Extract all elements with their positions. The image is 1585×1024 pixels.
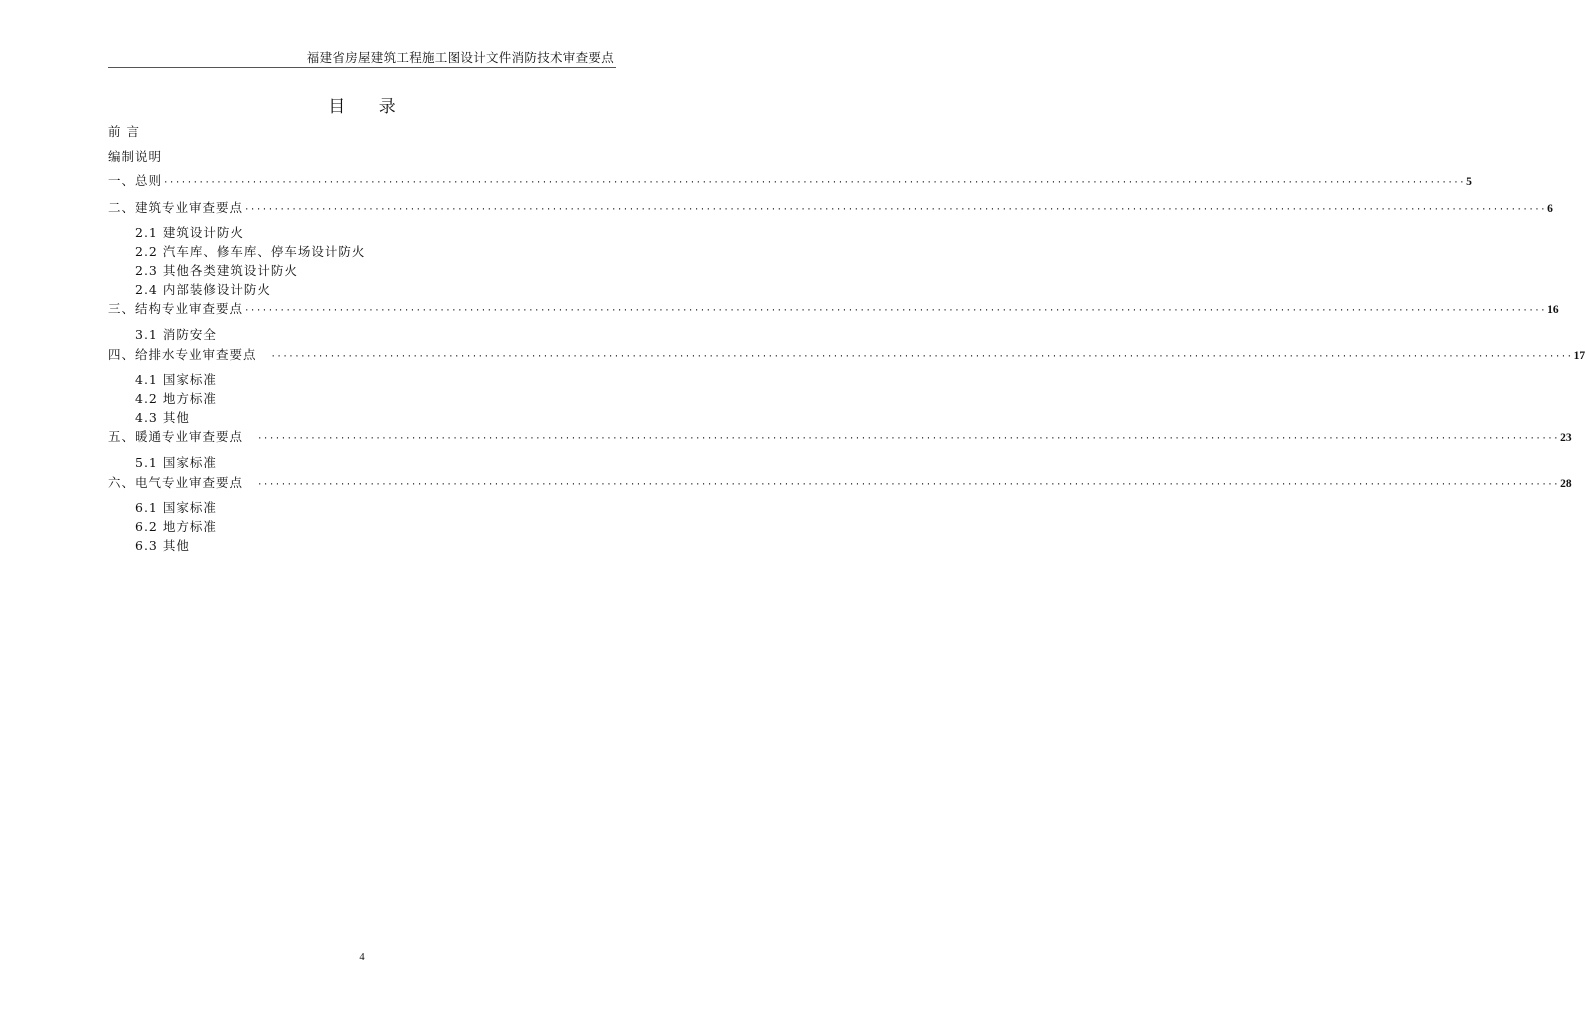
toc-entry-1[interactable] bbox=[108, 172, 1472, 190]
toc-entry-page: 16 bbox=[1547, 304, 1559, 316]
toc-subentry-label: 2.3 其他各类建筑设计防火 bbox=[135, 263, 298, 278]
toc-subentry-label: 2.2 汽车库、修车库、停车场设计防火 bbox=[135, 244, 366, 259]
toc-subentry-label: 2.1 建筑设计防火 bbox=[135, 225, 244, 240]
toc-entry-5[interactable] bbox=[108, 428, 1572, 446]
dot-leader: ···························································································································································································································· bbox=[257, 434, 1560, 444]
toc-subentry[interactable] bbox=[135, 281, 616, 299]
header-rule bbox=[108, 67, 616, 68]
toc-subentry[interactable] bbox=[135, 243, 616, 261]
page-number: 4 bbox=[359, 952, 365, 963]
toc-entry-label: 三、结构专业审查要点 bbox=[108, 301, 244, 316]
toc-subentry-label: 6.1 国家标准 bbox=[135, 500, 217, 515]
dot-leader: ···························································································································································································································· bbox=[244, 306, 1547, 316]
toc-entry-label: 五、暖通专业审查要点 bbox=[108, 429, 244, 444]
toc-subentry[interactable] bbox=[135, 454, 616, 472]
toc-entry-page: 17 bbox=[1573, 350, 1585, 362]
toc-subentry[interactable] bbox=[135, 518, 616, 536]
dot-leader: ···························································································································································································································· bbox=[244, 205, 1547, 215]
toc-subentry[interactable] bbox=[135, 409, 616, 427]
toc-subentry[interactable] bbox=[135, 326, 616, 344]
toc-entry-label: 二、建筑专业审查要点 bbox=[108, 200, 244, 215]
toc-entry-2[interactable] bbox=[108, 199, 1553, 217]
header-title: 福建省房屋建筑工程施工图设计文件消防技术审查要点 bbox=[306, 50, 614, 65]
toc-entry-3[interactable] bbox=[108, 300, 1559, 318]
dot-leader: ···························································································································································································································· bbox=[257, 480, 1560, 490]
toc-entry-page: 23 bbox=[1560, 432, 1572, 444]
toc-subentry-label: 2.4 内部装修设计防火 bbox=[135, 282, 271, 297]
dot-leader: ···························································································································································································································· bbox=[270, 352, 1573, 362]
toc-subentry-label: 4.3 其他 bbox=[135, 410, 190, 425]
toc-entry-label: 四、给排水专业审查要点 bbox=[108, 347, 257, 362]
toc-entry-label: 一、总则 bbox=[108, 173, 163, 188]
toc-entry-6[interactable] bbox=[108, 474, 1572, 492]
toc-subentry-label: 6.3 其他 bbox=[135, 538, 190, 553]
toc-title: 目 录 bbox=[328, 97, 410, 117]
toc-preface-label: 前 言 bbox=[108, 124, 140, 139]
toc-entry-page: 28 bbox=[1560, 478, 1572, 490]
toc-entry-4[interactable] bbox=[108, 346, 1585, 364]
dot-leader: ···························································································································································································································· bbox=[163, 178, 1466, 188]
toc-entry-page: 5 bbox=[1466, 176, 1472, 188]
toc-subentry[interactable] bbox=[135, 499, 616, 517]
toc-subentry-label: 3.1 消防安全 bbox=[135, 327, 217, 342]
toc-subentry[interactable] bbox=[135, 371, 616, 389]
toc-subentry[interactable] bbox=[135, 224, 616, 242]
toc-subentry[interactable] bbox=[135, 537, 616, 555]
toc-entry-label: 六、电气专业审查要点 bbox=[108, 475, 244, 490]
toc-subentry-label: 4.1 国家标准 bbox=[135, 372, 217, 387]
toc-subentry[interactable] bbox=[135, 262, 616, 280]
toc-subentry[interactable] bbox=[135, 390, 616, 408]
toc-entry-page: 6 bbox=[1547, 203, 1553, 215]
toc-subentry-label: 5.1 国家标准 bbox=[135, 455, 217, 470]
toc-preface[interactable] bbox=[108, 123, 616, 141]
toc-notes-label: 编制说明 bbox=[108, 149, 163, 164]
toc-subentry-label: 6.2 地方标准 bbox=[135, 519, 217, 534]
toc-subentry-label: 4.2 地方标准 bbox=[135, 391, 217, 406]
toc-notes[interactable] bbox=[108, 148, 616, 166]
